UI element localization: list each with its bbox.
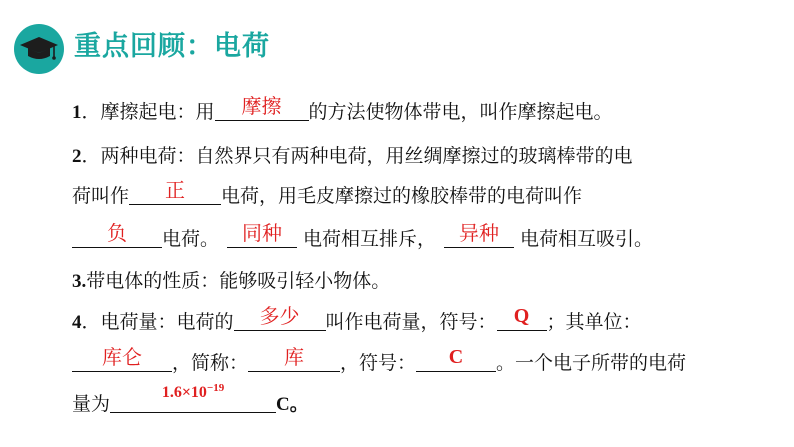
item-text: ．两种电荷：自然界只有两种电荷，用丝绸摩擦过的玻璃棒带的电 (81, 145, 633, 167)
item-3-line (72, 263, 390, 299)
answer-blank (215, 96, 309, 121)
answer-text: 同种 (242, 221, 283, 245)
item-text: ．电荷量：电荷的 (81, 311, 234, 333)
item-text: 量为 (72, 393, 111, 415)
answer-text: 库 (284, 345, 305, 369)
answer-blank (497, 306, 547, 331)
graduation-cap-icon (14, 24, 64, 74)
item-text: ．摩擦起电：用 (81, 101, 215, 123)
item-text: 的方法使物体带电，叫作摩擦起电。 (308, 101, 613, 123)
answer-text: 多少 (259, 304, 300, 328)
answer-blank (248, 347, 340, 372)
answer-blank (110, 382, 276, 413)
item-number: 2 (72, 146, 82, 167)
answer-blank (227, 223, 297, 248)
item-text: ；其单位： (546, 311, 642, 333)
answer-text: 摩擦 (241, 94, 282, 118)
item-text: C。 (276, 394, 309, 415)
item-text: 电荷相互吸引。 (520, 228, 654, 250)
item-text: 荷叫作 (72, 185, 130, 207)
page-title: 重点回顾：电荷 (74, 31, 270, 62)
answer-text: 库仑 (102, 345, 142, 369)
item-text: 电荷，用毛皮摩擦过的橡胶棒带的电荷叫作 (221, 185, 583, 207)
answer-text: 正 (165, 178, 186, 202)
answer-blank (234, 306, 326, 331)
answer-blank (129, 180, 221, 205)
answer-text (110, 377, 276, 404)
answer-blank (444, 223, 514, 248)
item-2-line (72, 138, 633, 174)
item-number: 3. (72, 271, 87, 292)
item-text: 带电体的性质：能够吸引轻小物体。 (86, 270, 391, 292)
item-text: 叫作电荷量，符号： (325, 311, 497, 333)
item-4-line-cont (72, 382, 309, 422)
answer-text: 负 (107, 221, 127, 245)
item-text: 电荷。 (162, 228, 220, 250)
item-number: 4 (72, 312, 82, 333)
item-text: ，简称： (172, 352, 249, 374)
item-4-line (72, 304, 642, 340)
item-text: 。一个电子所带的电荷 (496, 352, 687, 374)
answer-base: 1.6×10 (161, 384, 207, 401)
item-text: 电荷相互排斥， (303, 228, 437, 250)
answer-blank (416, 347, 496, 372)
item-2-line-cont (72, 178, 582, 214)
answer-blank (72, 347, 172, 372)
answer-text: C (448, 346, 464, 368)
item-1-line (72, 94, 613, 130)
item-2-line-cont (72, 221, 653, 257)
answer-exponent: −19 (206, 382, 225, 394)
item-number: 1 (72, 102, 82, 123)
answer-blank (72, 223, 162, 248)
answer-text: 异种 (459, 221, 500, 245)
item-text: ，符号： (340, 352, 417, 374)
item-4-line-cont (72, 345, 686, 381)
answer-text: Q (513, 305, 530, 327)
